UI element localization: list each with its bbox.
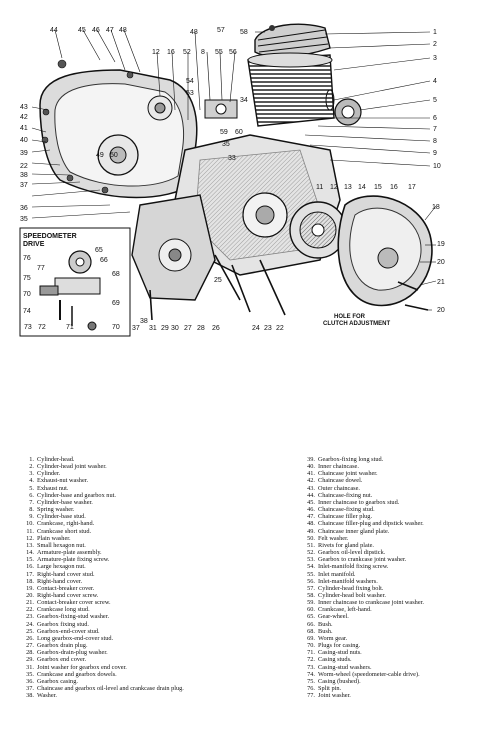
callout-3: 3 (433, 55, 437, 62)
legend-item-number: 60. (307, 606, 315, 614)
legend-item-text: Washer. (37, 692, 57, 700)
legend-item (301, 678, 497, 685)
legend-item (20, 492, 278, 499)
legend-item-number: 44. (307, 491, 315, 499)
legend-item-text: Spring washer. (37, 506, 75, 514)
legend-item (20, 456, 278, 463)
callout-57: 57 (217, 27, 225, 34)
callout-39: 39 (20, 150, 28, 157)
legend-item-number: 77. (307, 692, 315, 700)
legend-item-text: Long gearbox-end-cover stud. (37, 634, 114, 642)
legend-item-text: Gearbox to crankcase joint washer. (318, 556, 407, 564)
legend-item-number: 58. (307, 591, 315, 599)
legend-item-number: 41. (307, 470, 315, 478)
callout-29: 29 (161, 325, 169, 332)
legend-item-text: Cylinder-head fixing bolt. (318, 584, 384, 592)
legend-item (301, 635, 497, 642)
callout-18: 18 (432, 204, 440, 211)
legend-item-number: 24. (26, 620, 34, 628)
legend-item-number: 27. (26, 642, 34, 650)
legend-item-number: 73. (307, 663, 315, 671)
legend-item-number: 46. (307, 506, 315, 514)
legend-item-number: 50. (307, 534, 315, 542)
callout-34: 34 (240, 97, 248, 104)
callout-40: 40 (20, 137, 28, 144)
legend-item-text: Gearbox drain plug. (37, 642, 88, 650)
callout-2: 2 (433, 41, 437, 48)
legend-item-text: Cylinder. (37, 470, 61, 478)
legend-item (301, 592, 497, 599)
legend-item-number: 53. (307, 556, 315, 564)
legend-item-number: 29. (26, 656, 34, 664)
legend-item-number: 47. (307, 513, 315, 521)
legend-item-text: Split pin. (318, 685, 342, 692)
legend-item-number: 20. (26, 591, 34, 599)
callout-55: 55 (215, 49, 223, 56)
legend-item-text: Chaincase-fixing nut. (318, 491, 373, 499)
legend-item (301, 685, 497, 692)
callout-16: 16 (390, 184, 398, 191)
legend-item-number: 74. (307, 670, 315, 678)
legend-item-text: Gearbox-drain-plug washer. (37, 649, 108, 657)
legend-item (20, 463, 278, 470)
legend-item-text: Gearbox end cover. (37, 656, 87, 664)
callout-10: 10 (433, 163, 441, 170)
cylinder-head (255, 24, 330, 57)
legend-item-number: 57. (307, 584, 315, 592)
legend-item (20, 477, 278, 484)
legend-item (20, 585, 278, 592)
legend-item-text: Large hexagon nut. (37, 563, 86, 571)
right-hand-cover (338, 196, 432, 305)
legend-item (20, 656, 278, 663)
legend-item-text: Joint washer. (318, 692, 351, 700)
legend-item-number: 31. (26, 663, 34, 671)
legend-item-text: Inner chaincase to crankcase joint washer. (318, 599, 424, 607)
legend-item (20, 470, 278, 477)
legend-item (301, 456, 497, 463)
callout-33: 33 (228, 155, 236, 162)
callout-68: 68 (112, 271, 120, 278)
legend-item (20, 599, 278, 606)
legend-item (20, 520, 278, 527)
callout-42: 42 (20, 114, 28, 121)
legend-item-text: Right-hand cover screw. (37, 591, 99, 599)
callout-30: 30 (171, 325, 179, 332)
legend-item-number: 17. (26, 570, 34, 578)
callout-44: 44 (50, 27, 58, 34)
legend-item-text: Chaincase dowel. (318, 477, 363, 485)
callout-70-left: 70 (23, 291, 31, 298)
callout-43: 43 (20, 104, 28, 111)
callout-19: 19 (437, 241, 445, 248)
legend-item (20, 613, 278, 620)
legend-item-number: 52. (307, 549, 315, 557)
callout-1: 1 (433, 29, 437, 36)
legend-item (301, 556, 497, 563)
legend-item-number: 7. (29, 498, 34, 506)
legend-item-text: Worm-wheel (speedometer-cable drive). (318, 670, 420, 678)
callout-56: 56 (229, 49, 237, 56)
inlet-manifold (205, 100, 237, 118)
legend-item-number: 39. (307, 456, 315, 463)
legend-item-number: 55. (307, 570, 315, 578)
callout-17: 17 (408, 184, 416, 191)
callout-41: 41 (20, 125, 28, 132)
legend-item (20, 592, 278, 599)
callout-38-lower: 38 (140, 318, 148, 325)
callout-58: 58 (240, 29, 248, 36)
legend-item-text: Bush. (318, 627, 333, 635)
speedometer-drive-inset (20, 228, 130, 336)
callout-28: 28 (197, 325, 205, 332)
legend-item (301, 535, 497, 542)
legend-item-number: 71. (307, 649, 315, 657)
legend-item-number: 75. (307, 677, 315, 685)
legend-item-text: Gearbox-fixing long stud. (318, 456, 384, 463)
legend-item-number: 21. (26, 599, 34, 607)
parts-legend-right (301, 456, 497, 699)
legend-item-text: Chaincase-fixing stud. (318, 506, 375, 514)
callout-77: 77 (37, 265, 45, 272)
legend-item-text: Plugs for casing. (318, 642, 361, 650)
legend-item (301, 470, 497, 477)
callout-20-lower: 20 (437, 307, 445, 314)
legend-item-text: Gearbox fixing stud. (37, 620, 89, 628)
legend-item (301, 485, 497, 492)
legend-item (20, 635, 278, 642)
legend-item-text: Chaincase filler-plug and dipstick washer. (318, 520, 424, 528)
legend-item-text: Rivets for gland plate. (318, 541, 374, 549)
callout-48-right: 48 (190, 29, 198, 36)
legend-item-number: 70. (307, 642, 315, 650)
callout-45: 45 (78, 27, 86, 34)
legend-item-text: Inner chaincase to gearbox stud. (318, 498, 400, 506)
inset-title-line2: DRIVE (23, 241, 45, 248)
inset-title-line1: SPEEDOMETER (23, 233, 77, 240)
legend-item (20, 621, 278, 628)
legend-item (301, 528, 497, 535)
legend-item (301, 692, 497, 699)
legend-item-text: Cylinder-base and gearbox nut. (37, 491, 116, 499)
legend-item-number: 43. (307, 484, 315, 492)
gearbox-casing (132, 195, 215, 300)
legend-item (20, 549, 278, 556)
callout-31: 31 (149, 325, 157, 332)
callout-69: 69 (112, 300, 120, 307)
callout-12: 12 (330, 184, 338, 191)
legend-item-number: 16. (26, 563, 34, 571)
legend-item-number: 40. (307, 463, 315, 471)
legend-item-number: 22. (26, 606, 34, 614)
legend-item-number: 51. (307, 541, 315, 549)
callout-9: 9 (433, 150, 437, 157)
legend-item (20, 506, 278, 513)
legend-item-text: Armature-plate fixing screw. (37, 556, 110, 564)
legend-item (20, 535, 278, 542)
legend-item-text: Outer chaincase. (318, 484, 360, 492)
legend-item (301, 499, 497, 506)
legend-item (20, 513, 278, 520)
legend-item (301, 613, 497, 620)
callout-22-left: 22 (20, 163, 28, 170)
legend-item (301, 621, 497, 628)
legend-item-number: 26. (26, 634, 34, 642)
legend-item-number: 25. (26, 627, 34, 635)
legend-item-number: 19. (26, 584, 34, 592)
callout-37-lower: 37 (132, 325, 140, 332)
callout-75: 75 (23, 275, 31, 282)
legend-item-text: Cylinder-head bolt washer. (318, 591, 386, 599)
callout-60: 60 (235, 129, 243, 136)
legend-item-text: Crankcase long stud. (37, 606, 90, 614)
legend-item (301, 628, 497, 635)
legend-item (20, 671, 278, 678)
cylinder-barrel (248, 53, 334, 126)
legend-item-number: 28. (26, 649, 34, 657)
legend-item-text: Cylinder-base stud. (37, 513, 86, 521)
legend-item-text: Inlet-manifold washers. (318, 577, 378, 585)
legend-item-number: 23. (26, 613, 34, 621)
legend-item-text: Crankcase, right-hand. (37, 520, 95, 528)
legend-item-text: Cylinder-head. (37, 456, 75, 463)
legend-item (20, 678, 278, 685)
callout-6: 6 (433, 115, 437, 122)
legend-item-text: Contact-breaker cover. (37, 584, 95, 592)
legend-item-text: Inlet manifold. (318, 570, 356, 578)
callout-37: 37 (20, 182, 28, 189)
legend-item-text: Armature-plate assembly. (37, 549, 102, 557)
callout-65: 65 (95, 247, 103, 254)
legend-item (301, 671, 497, 678)
legend-item-number: 54. (307, 563, 315, 571)
legend-item-text: Felt washer. (318, 534, 349, 542)
legend-item (301, 463, 497, 470)
legend-item-number: 18. (26, 577, 34, 585)
legend-item-text: Casing-stud washers. (318, 663, 372, 671)
callout-59: 59 (220, 129, 228, 136)
legend-item-text: Gearbox oil-level dipstick. (318, 549, 386, 557)
legend-item-number: 14. (26, 549, 34, 557)
legend-item-text: Crankcase, left-hand. (318, 606, 372, 614)
legend-item-number: 3. (29, 470, 34, 478)
legend-item-number: 37. (26, 685, 34, 692)
legend-item-text: Plain washer. (37, 534, 71, 542)
legend-item (301, 563, 497, 570)
legend-item-text: Chaincase inner gland plate. (318, 527, 390, 535)
legend-item-text: Casing (bushed). (318, 677, 361, 685)
callout-15: 15 (374, 184, 382, 191)
callout-73: 73 (24, 324, 32, 331)
legend-item (301, 506, 497, 513)
legend-item (301, 656, 497, 663)
clutch-hole-note-line2: CLUTCH ADJUSTMENT (323, 321, 391, 327)
legend-item-number: 56. (307, 577, 315, 585)
clutch-hole-note-line1: HOLE FOR (334, 314, 365, 320)
legend-item-number: 2. (29, 463, 34, 471)
legend-item-text: Casing studs. (318, 656, 352, 664)
legend-item-number: 6. (29, 491, 34, 499)
legend-item (301, 477, 497, 484)
callout-22: 22 (276, 325, 284, 332)
callout-48: 48 (119, 27, 127, 34)
legend-item-number: 76. (307, 685, 315, 692)
legend-item-text: Right-hand cover stud. (37, 570, 95, 578)
legend-item (301, 549, 497, 556)
callout-76: 76 (23, 255, 31, 262)
legend-item (20, 499, 278, 506)
callout-27: 27 (184, 325, 192, 332)
legend-item-text: Small hexagon nut. (37, 541, 86, 549)
legend-item-text: Crankcase and gearbox dowels. (37, 670, 117, 678)
legend-item (20, 578, 278, 585)
legend-item (20, 556, 278, 563)
callout-52: 52 (183, 49, 191, 56)
legend-item (301, 571, 497, 578)
legend-item-number: 13. (26, 541, 34, 549)
callout-38: 38 (20, 172, 28, 179)
callout-20-upper: 20 (437, 259, 445, 266)
legend-item-number: 65. (307, 613, 315, 621)
legend-item (301, 492, 497, 499)
legend-item-text: Right-hand cover. (37, 577, 83, 585)
legend-item-text: Worm gear. (318, 634, 348, 642)
legend-item (301, 542, 497, 549)
legend-item-text: Gearbox-fixing-stud washer. (37, 613, 110, 621)
parts-legend-left (20, 456, 278, 699)
legend-item (20, 664, 278, 671)
legend-item (301, 578, 497, 585)
callout-74: 74 (23, 308, 31, 315)
callout-26: 26 (212, 325, 220, 332)
exploded-engine-diagram (0, 0, 500, 345)
legend-item-text: Gearbox-end-cover stud. (37, 627, 100, 635)
legend-item (301, 513, 497, 520)
callout-53: 53 (186, 90, 194, 97)
legend-item (20, 571, 278, 578)
legend-item-text: Bush. (318, 620, 333, 628)
legend-item (20, 485, 278, 492)
legend-item (20, 542, 278, 549)
legend-item-text: Cylinder-head joint washer. (37, 463, 107, 471)
legend-item (301, 642, 497, 649)
callout-21: 21 (437, 279, 445, 286)
legend-item-text: Crankcase short stud. (37, 527, 92, 535)
legend-item (20, 649, 278, 656)
legend-item-text: Cylinder-base washer. (37, 498, 93, 506)
legend-item (301, 664, 497, 671)
legend-item-number: 48. (307, 520, 315, 528)
legend-item-number: 66. (307, 620, 315, 628)
callout-66: 66 (100, 257, 108, 264)
callout-7: 7 (433, 126, 437, 133)
legend-item-number: 72. (307, 656, 315, 664)
callout-16-top: 16 (167, 49, 175, 56)
legend-item (20, 528, 278, 535)
callout-12-top: 12 (152, 49, 160, 56)
legend-item (20, 642, 278, 649)
legend-item-number: 42. (307, 477, 315, 485)
legend-item-number: 9. (29, 513, 34, 521)
legend-item-number: 4. (29, 477, 34, 485)
legend-item (301, 599, 497, 606)
callout-5: 5 (433, 97, 437, 104)
callout-35: 35 (20, 216, 28, 223)
legend-item-number: 45. (307, 498, 315, 506)
legend-item-text: Contact-breaker cover screw. (37, 599, 111, 607)
legend-item-number: 68. (307, 627, 315, 635)
callout-70: 70 (112, 324, 120, 331)
legend-item-number: 36. (26, 677, 34, 685)
legend-item (20, 692, 278, 699)
legend-item-number: 49. (307, 527, 315, 535)
legend-item-text: Inner chaincase. (318, 463, 359, 471)
callout-8-top: 8 (201, 49, 205, 56)
legend-item (301, 606, 497, 613)
callout-23: 23 (264, 325, 272, 332)
legend-item-text: Casing-stud nuts. (318, 649, 362, 657)
callout-50: 50 (110, 152, 118, 159)
callout-35-upper: 35 (222, 141, 230, 148)
callout-47: 47 (106, 27, 114, 34)
callout-11: 11 (316, 184, 324, 191)
legend-item-text: Exhaust-nut washer. (37, 477, 89, 485)
callout-8: 8 (433, 138, 437, 145)
legend-item (20, 563, 278, 570)
legend-item (20, 606, 278, 613)
callout-72: 72 (38, 324, 46, 331)
callout-14: 14 (358, 184, 366, 191)
callout-54: 54 (186, 78, 194, 85)
callout-46: 46 (92, 27, 100, 34)
legend-item (301, 585, 497, 592)
legend-item-number: 10. (26, 520, 34, 528)
legend-item-text: Gear-wheel. (318, 613, 349, 621)
legend-item-text: Chaincase and gearbox oil-level and crankcase drain plug. (37, 685, 184, 692)
legend-item-number: 35. (26, 670, 34, 678)
legend-item-number: 11. (26, 527, 34, 535)
outer-chaincase (40, 70, 197, 198)
callout-24: 24 (252, 325, 260, 332)
callout-4: 4 (433, 78, 437, 85)
legend-item-text: Chaincase joint washer. (318, 470, 378, 478)
legend-item-number: 1. (29, 456, 34, 463)
callout-49: 49 (96, 152, 104, 159)
legend-item-number: 8. (29, 506, 34, 514)
callout-25: 25 (214, 277, 222, 284)
legend-item-text: Exhaust nut. (37, 484, 69, 492)
callout-36: 36 (20, 205, 28, 212)
legend-item (301, 649, 497, 656)
legend-item (20, 685, 278, 692)
callout-13: 13 (344, 184, 352, 191)
legend-item-number: 59. (307, 599, 315, 607)
legend-item-number: 15. (26, 556, 34, 564)
legend-item-number: 12. (26, 534, 34, 542)
legend-item-number: 38. (26, 692, 34, 700)
legend-item-text: Gearbox casing. (37, 677, 78, 685)
legend-item-text: Inlet-manifold fixing screw. (318, 563, 389, 571)
legend-item-number: 5. (29, 484, 34, 492)
legend-item-text: Joint washer for gearbox end cover. (37, 663, 127, 671)
legend-item-text: Chaincase filler plug. (318, 513, 373, 521)
legend-item (301, 520, 497, 527)
legend-item (20, 628, 278, 635)
legend-item-number: 69. (307, 634, 315, 642)
callout-71: 71 (66, 324, 74, 331)
